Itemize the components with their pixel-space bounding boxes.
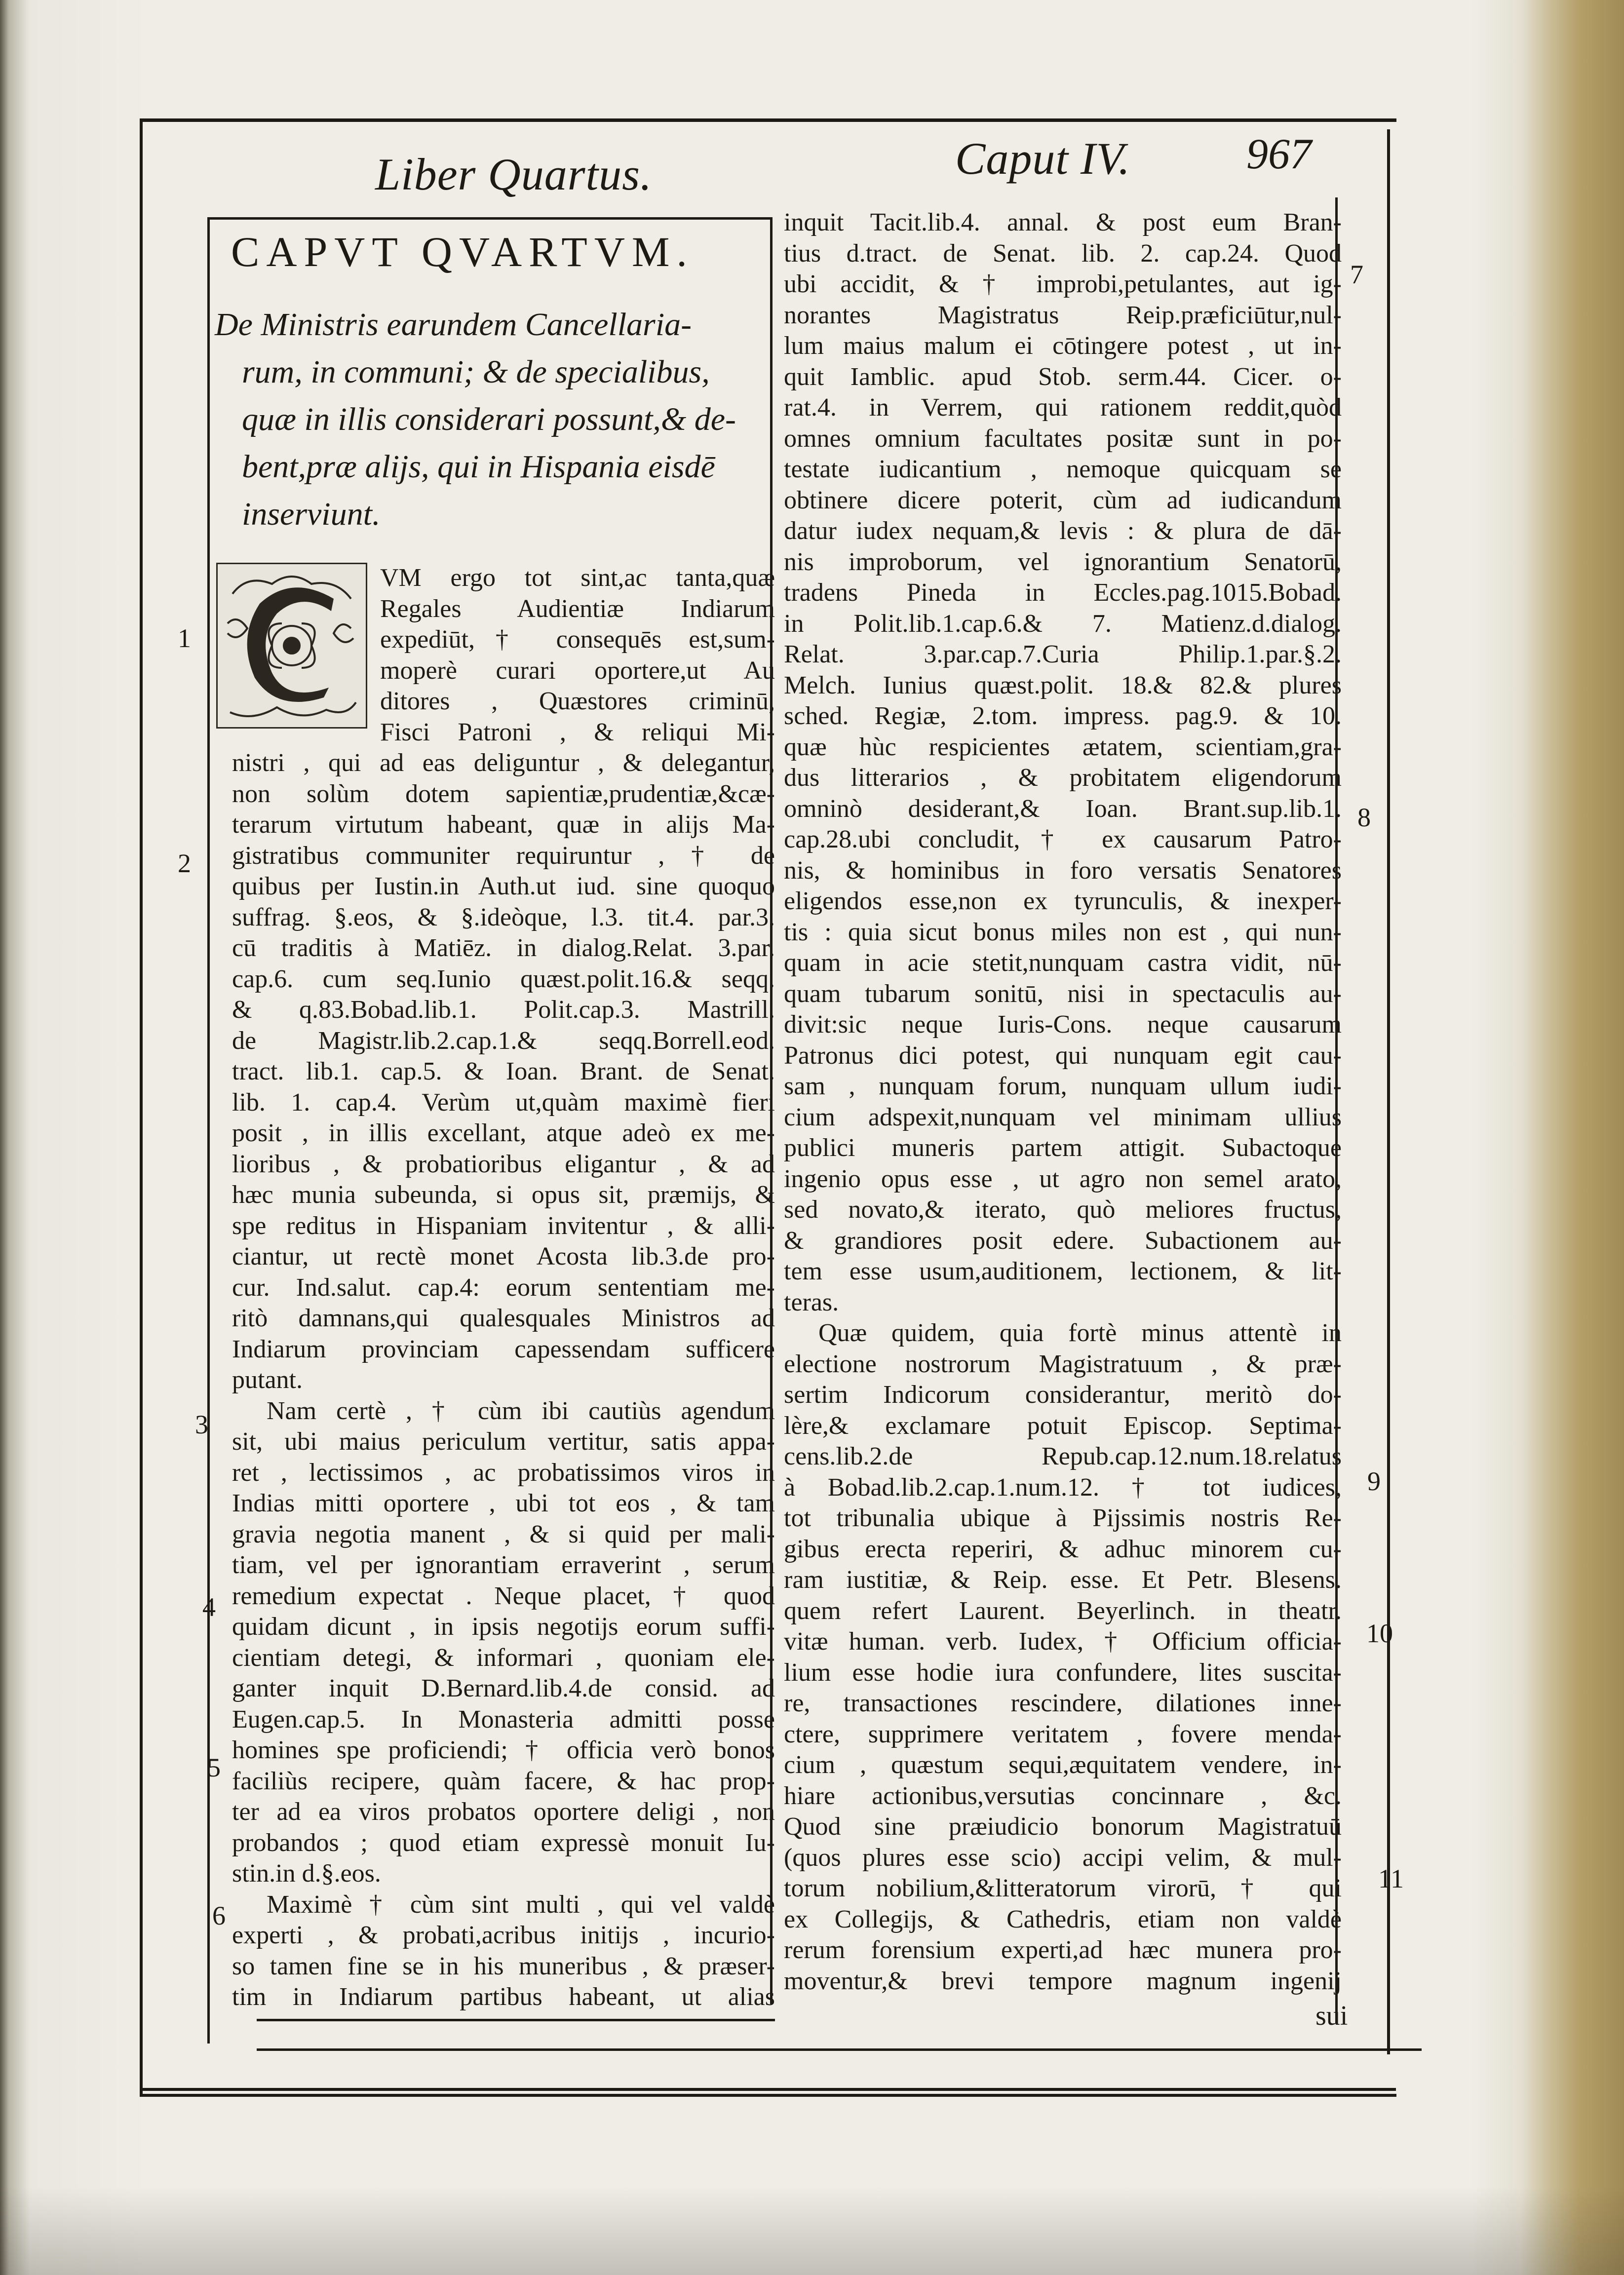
text-line: non solùm dotem sapientiæ,prudentiæ,&cæ- [232,779,775,808]
text-line: Maximè † cùm sint multi , qui vel valdè [267,1890,775,1919]
text-line: & q.83.Bobad.lib.1. Polit.cap.3. Mastrill. [232,996,775,1024]
text-line: omninò desiderant,& Ioan. Brant.sup.lib.1. [784,794,1342,823]
text-line: so tamen fine se in his muneribus , & præser- [232,1952,775,1980]
text-line: nis, & hominibus in foro versatis Senatores [784,856,1342,885]
text-line: cium adspexit,nunquam vel minimam ullius [784,1103,1342,1131]
margin-number: 5 [207,1753,221,1782]
margin-number: 6 [212,1901,226,1930]
left-text-column [232,563,775,2013]
text-line: lium esse hodie iura confundere, lites suscita- [784,1658,1342,1687]
text-line: Quod sine præiudicio bonorum Magistratuū [784,1812,1342,1841]
text-line: sed novato,& iterato, quò meliores fructus, [784,1195,1342,1224]
text-line: spe reditus in Hispaniam invitentur , & alli- [232,1211,775,1240]
text-line: posit , in illis excellant, atque adeò ex me- [232,1119,775,1147]
text-line: divit:sic neque Iuris-Cons. neque causarum [784,1010,1342,1039]
text-line: Indias mitti oportere , ubi tot eos , & tam [232,1489,775,1517]
text-line: Patronus dici potest, qui nunquam egit cau- [784,1041,1342,1070]
subtitle-line: bent,præ alijs, qui in Hispania eisdē [242,449,715,485]
text-line: Melch. Iunius quæst.polit. 18.& 82.& plures [784,671,1342,699]
right-text-column [784,207,1342,1997]
text-line: ter ad ea viros probatos oportere deligi , non [232,1798,775,1826]
text-line: stin.in d.§.eos. [232,1859,381,1888]
chapter-title: CAPVT QVARTVM. [231,228,694,275]
text-line: testate iudicantium , nemoque quicquam se [784,455,1342,483]
text-line: nis improborum, vel ignorantium Senatorū, [784,547,1342,576]
text-line: torum nobilium,&litteratorum virorū,† qui [784,1874,1342,1902]
text-line: quam in acie stetit,nunquam castra vidit, nū- [784,949,1342,977]
text-line: experti , & probati,acribus initijs , incurio- [232,1921,775,1949]
text-line: quæ hùc respicientes ætatem, scientiam,gra- [784,733,1342,761]
text-line: vitæ human. verb. Iudex, † Officium officia- [784,1627,1342,1656]
text-line: gravia negotia manent , & si quid per mali- [232,1520,775,1548]
text-line: terarum virtutum habeant, quæ in alijs Ma- [232,810,775,839]
running-head-right: Caput IV. [955,133,1130,184]
text-line: cientiam detegi, & informari , quoniam ele- [232,1643,775,1672]
text-line: cap.6. cum seq.Iunio quæst.polit.16.& seqq. [232,964,775,993]
text-line: tiam, vel per ignorantiam erraverint , serum [232,1551,775,1579]
text-line: ditores , Quæstores criminū, [380,687,775,715]
text-line: tim in Indiarum partibus habeant, ut alias [232,1983,775,2011]
text-line: electione nostrorum Magistratuum , & præ- [784,1350,1342,1378]
text-line: Nam certè , † cùm ibi cautiùs agendum [267,1396,775,1425]
text-line: Regales Audientiæ Indiarum [380,594,775,623]
text-line: ex Collegijs, & Cathedris, etiam non valdè [784,1905,1342,1933]
text-line: Relat. 3.par.cap.7.Curia Philip.1.par.§.2. [784,640,1342,668]
text-line: faciliùs recipere, quàm facere, & hac prop- [232,1767,775,1795]
text-line: quidam dicunt , in ipsis negotijs eorum suffi- [232,1613,775,1641]
text-line: quam tubarum sonitū, nisi in spectaculis au- [784,979,1342,1008]
subtitle-line: inserviunt. [242,496,381,532]
text-line: nistri , qui ad eas deliguntur , & delegantur, [232,749,775,777]
text-line: quit Iamblic. apud Stob. serm.44. Cicer. o- [784,362,1342,391]
text-line: lib. 1. cap.4. Verùm ut,quàm maximè fieri [232,1088,775,1117]
text-line: ciantur, ut rectè monet Acosta lib.3.de pro- [232,1242,775,1271]
frame-bottom-rule [140,2088,1396,2091]
text-line: Quæ quidem, quia fortè minus attentè in [818,1319,1342,1347]
text-line: hæc munia subeunda, si opus sit, præmijs, & [232,1181,775,1209]
text-line: Indiarum provinciam capessendam sufficere [232,1335,775,1363]
text-line: datur iudex nequam,& levis : & plura de dā- [784,517,1342,545]
text-line: cū traditis à Matiēz. in dialog.Relat. 3.par. [232,934,775,962]
text-line: inquit Tacit.lib.4. annal. & post eum Bran- [784,208,1342,236]
margin-number: 8 [1357,803,1371,832]
text-line: tot tribunalia ubique à Pijssimis nostris Re- [784,1504,1342,1532]
text-line: gibus erecta reperiri, & adhuc minorem cu- [784,1535,1342,1563]
text-line: omnes omnium facultates positæ sunt in po- [784,424,1342,453]
text-line: ubi accidit, & † improbi,petulantes, aut ig- [784,270,1342,298]
left-column-bottom-rule [257,2019,775,2021]
text-line: rat.4. in Verrem, qui rationem reddit,quòd [784,393,1342,422]
margin-number: 2 [178,848,191,878]
text-line: lioribus , & probatioribus eligantur , & ad [232,1150,775,1178]
text-line: remedium expectat . Neque placet, † quod [232,1581,775,1610]
subtitle-line: De Ministris earundem Cancellaria- [215,307,692,343]
text-line: tius d.tract. de Senat. lib. 2. cap.24. Quod [784,239,1342,268]
left-column-top-rule [207,217,773,220]
text-line: Fisci Patroni , & reliqui Mi- [380,718,775,746]
text-line: sit, ubi maius periculum vertitur, satis appa- [232,1427,775,1456]
text-line: tem esse usum,auditionem, lectionem, & lit- [784,1257,1342,1285]
running-head-left: Liber Quartus. [375,149,652,199]
text-line: tis : quia sicut bonus miles non est , qui nun- [784,918,1342,946]
text-line: lère,& exclamare potuit Episcop. Septima- [784,1411,1342,1440]
text-line: quibus per Iustin.in Auth.ut iud. sine quoquo [232,872,775,900]
frame-right-rule [1387,129,1390,2054]
text-line: homines spe proficiendi; † officia verò bonos [232,1736,775,1764]
text-line: sched. Regiæ, 2.tom. impress. pag.9. & 10. [784,702,1342,730]
text-line: expediūt,† consequēs est,sum- [380,625,775,654]
text-line: & grandiores posit edere. Subactionem au- [784,1226,1342,1255]
text-line: probandos ; quod etiam expressè monuit Iu- [232,1828,775,1857]
text-line: cens.lib.2.de Repub.cap.12.num.18.relatus [784,1442,1342,1470]
text-line: rerum forensium experti,ad hæc munera pro- [784,1936,1342,1964]
chapter-subtitle [215,301,763,538]
text-line: teras. [784,1288,839,1316]
subtitle-line: quæ in illis considerari possunt,& de- [242,401,736,437]
margin-number: 9 [1367,1466,1381,1496]
text-line: cium , quæstum sequi,æquitatem vendere, in- [784,1751,1342,1779]
text-line: ganter inquit D.Bernard.lib.4.de consid. ad [232,1674,775,1702]
text-line: sam , nunquam forum, nunquam ullum iudi- [784,1072,1342,1100]
text-line: ram iustitiæ, & Reip. esse. Et Petr. Blesens. [784,1566,1342,1594]
text-line: ret , lectissimos , ac probatissimos viros in [232,1458,775,1487]
text-line: norantes Magistratus Reip.præficiūtur,nul- [784,301,1342,329]
margin-number: 3 [195,1410,208,1439]
text-line: re, transactiones rescindere, dilationes inne- [784,1689,1342,1717]
text-line: ingenio opus esse , ut agro non semel arato, [784,1164,1342,1193]
text-line: ritò damnans,qui qualesquales Ministros ad [232,1304,775,1332]
page-shadow [0,2187,1624,2275]
catchword: sui [1315,2001,1348,2031]
text-line: cur. Ind.salut. cap.4: eorum sententiam me- [232,1273,775,1302]
text-line: dus litterarios , & probitatem eligendorum [784,764,1342,792]
text-line: sertim Indicorum considerantur, meritò do- [784,1381,1342,1409]
text-line: ctere, supprimere veritatem , fovere menda- [784,1720,1342,1748]
margin-number: 7 [1350,260,1363,289]
text-line: tradens Pineda in Eccles.pag.1015.Bobad. [784,578,1342,607]
margin-number: 1 [178,623,191,653]
inner-bottom-rule [257,2048,1422,2051]
subtitle-line: rum, in communi; & de specialibus, [242,354,710,390]
subtitle-lines [215,301,763,538]
text-line: suffrag. §.eos, & §.ideòque, l.3. tit.4. par.3. [232,903,775,931]
text-line: lum maius malum ei cōtingere potest , ut in- [784,332,1342,360]
margin-number: 10 [1366,1619,1393,1648]
text-line: eligendos esse,non ex tyrunculis, & inexper- [784,887,1342,915]
text-line: cap.28.ubi concludit,† ex causarum Patro- [784,825,1342,853]
text-line: hiare actionibus,versutias concinnare , &c. [784,1781,1342,1810]
text-line: moventur,& brevi tempore magnum ingenij [784,1967,1342,1995]
text-line: (quos plures esse scio) accipi velim, & mul- [784,1843,1342,1872]
text-line: obtinere dicere poterit, cùm ad iudicandum [784,486,1342,514]
text-line: quem refert Laurent. Beyerlinch. in theatr. [784,1596,1342,1625]
text-line: de Magistr.lib.2.cap.1.& seqq.Borrell.eod. [232,1026,775,1055]
margin-number: 11 [1378,1864,1404,1893]
text-line: à Bobad.lib.2.cap.1.num.12. † tot iudices, [784,1473,1342,1502]
text-line: in Polit.lib.1.cap.6.& 7. Matienz.d.dialog. [784,609,1342,638]
text-line: Eugen.cap.5. In Monasteria admitti posse [232,1705,775,1734]
text-line: putant. [232,1366,303,1394]
text-line: publici muneris partem attigit. Subactoque [784,1134,1342,1162]
text-line: gistratibus communiter requiruntur , † de [232,841,775,870]
text-line: tract. lib.1. cap.5. & Ioan. Brant. de Senat. [232,1057,775,1085]
margin-number: 4 [202,1592,216,1622]
text-line: VM ergo tot sint,ac tanta,quæ [380,564,775,592]
text-line: moperè curari oportere,ut Au [380,656,775,685]
page-number: 967 [1246,130,1312,178]
